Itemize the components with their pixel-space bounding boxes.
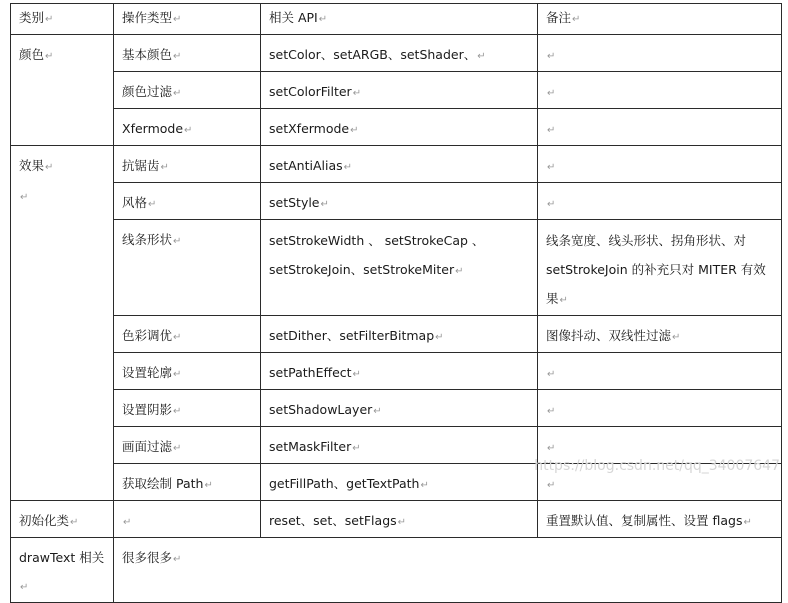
category-cell: drawText 相关↵ <box>11 538 114 603</box>
table-row <box>11 72 782 109</box>
api-cell: setStrokeWidth 、 setStrokeCap 、 setStrokeJoin、setStrokeMiter↵ <box>261 220 538 316</box>
op-cell: 颜色过滤↵ <box>114 72 261 109</box>
op-cell: 基本颜色↵ <box>114 35 261 72</box>
category-cell: 颜色↵ <box>11 35 114 146</box>
header-operation: 操作类型 <box>122 10 173 25</box>
header-note: 备注 <box>546 10 572 25</box>
header-cell: 备注↵ <box>538 4 782 35</box>
note-cell: 线条宽度、线头形状、拐角形状、对 setStrokeJoin 的补充只对 MITER 有效果↵ <box>538 220 782 316</box>
api-cell: setMaskFilter↵ <box>261 427 538 464</box>
op-cell: 设置轮廓↵ <box>114 353 261 390</box>
header-cell: 操作类型↵ <box>114 4 261 35</box>
table-row <box>11 316 782 353</box>
table-row <box>11 353 782 390</box>
note-cell: ↵ <box>538 183 782 220</box>
op-cell: 风格↵ <box>114 183 261 220</box>
api-cell: setColor、setARGB、setShader、↵ <box>261 35 538 72</box>
op-cell: ↵ <box>114 501 261 538</box>
note-cell: ↵ <box>538 146 782 183</box>
api-table <box>10 3 782 603</box>
watermark: https://blog.csdn.net/qq_34007647 <box>534 458 780 474</box>
table-row <box>11 183 782 220</box>
op-cell: Xfermode↵ <box>114 109 261 146</box>
table-row <box>11 390 782 427</box>
note-cell: 重置默认值、复制属性、设置 flags↵ <box>538 501 782 538</box>
table-row <box>11 35 782 72</box>
category-cell: 初始化类↵ <box>11 501 114 538</box>
header-cell: 相关 API↵ <box>261 4 538 35</box>
op-cell: 获取绘制 Path↵ <box>114 464 261 501</box>
note-cell: ↵ <box>538 390 782 427</box>
api-cell: setColorFilter↵ <box>261 72 538 109</box>
table-row <box>11 501 782 538</box>
category-cell: 效果↵ ↵ <box>11 146 114 501</box>
header-cell: 类别↵ <box>11 4 114 35</box>
table-row <box>11 146 782 183</box>
api-cell: setXfermode↵ <box>261 109 538 146</box>
header-api: 相关 API <box>269 10 318 25</box>
op-cell: 设置阴影↵ <box>114 390 261 427</box>
note-cell: ↵ <box>538 72 782 109</box>
api-cell: setStyle↵ <box>261 183 538 220</box>
note-cell: ↵ <box>538 35 782 72</box>
op-cell: 抗锯齿↵ <box>114 146 261 183</box>
merged-cell: 很多很多↵ <box>114 538 782 603</box>
note-cell: ↵ <box>538 109 782 146</box>
note-cell: ↵ <box>538 464 782 501</box>
op-cell: 画面过滤↵ <box>114 427 261 464</box>
api-cell: setDither、setFilterBitmap↵ <box>261 316 538 353</box>
api-cell: setShadowLayer↵ <box>261 390 538 427</box>
table-row <box>11 109 782 146</box>
note-cell: 图像抖动、双线性过滤↵ <box>538 316 782 353</box>
note-cell: ↵ <box>538 353 782 390</box>
op-cell: 色彩调优↵ <box>114 316 261 353</box>
op-cell: 线条形状↵ <box>114 220 261 316</box>
api-cell: setPathEffect↵ <box>261 353 538 390</box>
api-cell: getFillPath、getTextPath↵ <box>261 464 538 501</box>
api-cell: reset、set、setFlags↵ <box>261 501 538 538</box>
api-cell: setAntiAlias↵ <box>261 146 538 183</box>
note-cell: ↵ <box>538 427 782 464</box>
header-row <box>11 4 782 35</box>
table-row <box>11 538 782 603</box>
table-row <box>11 220 782 316</box>
header-category: 类别 <box>19 10 45 25</box>
